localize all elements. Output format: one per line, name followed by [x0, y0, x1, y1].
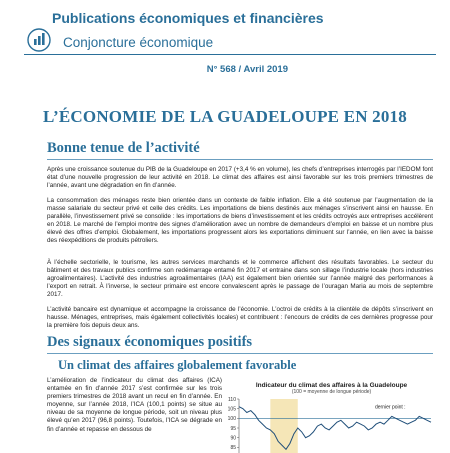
- recession-shade: [270, 399, 297, 453]
- subsection-title-climat: Un climat des affaires globalement favorable: [58, 358, 297, 372]
- paragraph-ica: L’amélioration de l’indicateur du climat des affaires (ICA) entamée en fin d’année 2017 s’est confirmée sur les trois premiers trimestres de 2018 avant un recul en fin d’année. En moyenne, sur l’année 2018, l’ICA (100,1 points) se situe au niveau de sa moyenne de longue période, soit un niveau plus élevé qu’en 2017 (96,8 points). Toutefois, l’ICA se dégrade en fin d’année et repasse en dessous de: [47, 377, 222, 433]
- section-divider: [47, 159, 433, 160]
- paragraph-consommation: La consommation des ménages reste bien orientée dans un contexte de faible inflation. Elle a été soutenue par l’augmentation de la masse salariale du secteur privé et celle des crédits. Les importations de biens destinés aux ménages s’inscrivent ainsi en hausse. En parallèle, l’investissement privé se consolide : les importations de biens d’investissement et les crédits octroyés aux entreprises accélèrent en 2018. Le marché de l’emploi montre des signes d’amélioration avec un nombre de demandeurs d’emploi en baisse et un nombre plus élevé des offres d’emploi. Globalement, les importations progressent alors les exportations diminuent sur l’année, en lien avec la baisse des réexpéditions de produits pétroliers.: [47, 197, 433, 245]
- section-divider: [47, 353, 433, 354]
- section-title-signaux: Des signaux économiques positifs: [47, 334, 253, 350]
- series-name: Conjoncture économique: [63, 35, 214, 50]
- chart-title: Indicateur du climat des affaires à la Guadeloupe: [255, 382, 408, 389]
- chart-subtitle: (100 = moyenne de longue période): [291, 389, 372, 395]
- y-tick-label: 85: [230, 445, 236, 452]
- y-tick-label: 95: [230, 425, 236, 432]
- chart-logo-icon: [26, 27, 52, 53]
- y-tick-label: 105: [227, 406, 236, 413]
- y-tick-label: 90: [230, 435, 236, 442]
- paragraph-bancaire: L’activité bancaire est dynamique et accompagne la croissance de l’économie. L’octroi de crédits à la clientèle de dépôts s’inscrivent en hausse. Ménages, entreprises, mais également collectivités locales) et contribuent : l’encours de crédits de ces dernières progresse pour la première fois depuis deux ans.: [47, 306, 433, 330]
- series-line-ica: [239, 407, 431, 450]
- chart-annotation: dernier point :: [375, 404, 406, 411]
- issue-number: N° 568 / Avril 2019: [206, 64, 288, 75]
- paragraph-croissance: Après une croissance soutenue du PIB de la Guadeloupe en 2017 (+3,4 % en volume), les chefs d’entreprises interrogés par l’IEDOM font état d’une nouvelle progression de leur activité en 2018. Le climat des affaires est ainsi favorable sur les trois premiers trimestres de l’année, avant une dégradation en fin d’année.: [47, 166, 433, 190]
- y-tick-label: 110: [228, 396, 236, 403]
- header-divider: [24, 54, 436, 55]
- chart-plot: [225, 395, 438, 453]
- publication-title: Publications économiques et financières: [52, 10, 324, 26]
- paragraph-sectoriel: À l’échelle sectorielle, le tourisme, les autres services marchands et le commerce affichent des résultats favorables. Le secteur du bâtiment et des travaux publics confirme son redémarrage entamé fin 2017 et entraine dans son sillage l’industrie locale (hors industries agroalimentaires). L’activité des industries agroalimentaires (IAA) est également bien orientée sur l’année malgré des performances à l’export en retrait. À l’inverse, le secteur primaire est encore convalescent après le passage de l’ouragan Maria au mois de septembre 2017.: [47, 259, 433, 299]
- document-title: L’ÉCONOMIE DE LA GUADELOUPE EN 2018: [43, 107, 407, 126]
- ica-chart: [225, 382, 438, 450]
- y-tick-label: 100: [227, 416, 236, 423]
- section-title-activite: Bonne tenue de l’activité: [47, 140, 200, 156]
